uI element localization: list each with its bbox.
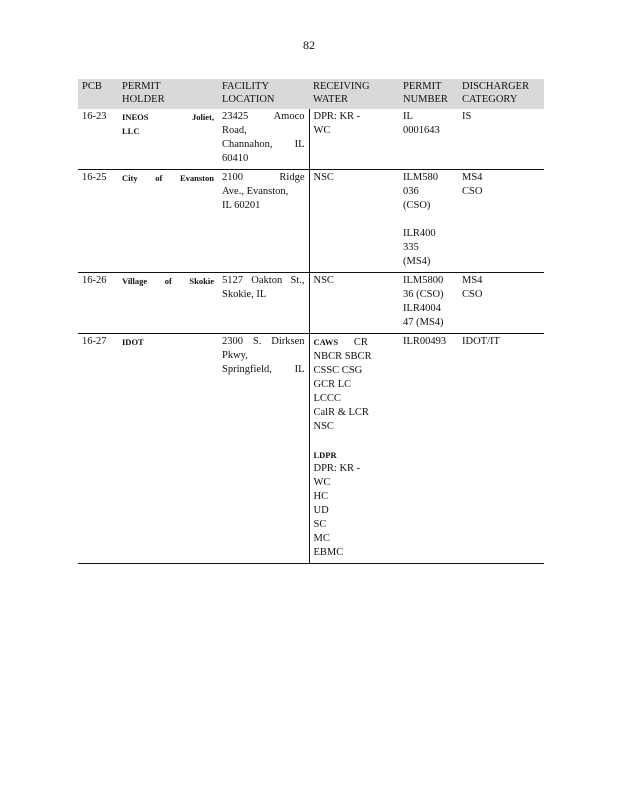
page-number: 82 bbox=[303, 38, 315, 52]
cell-pcb: 16-26 bbox=[78, 273, 118, 334]
table-row bbox=[78, 273, 544, 334]
cell-permit-number: ILR00493 bbox=[399, 334, 458, 564]
cell-facility-location: 5127 Oakton St., Skokie, IL bbox=[218, 273, 309, 334]
cell-permit-number: ILM5800 36 (CSO) ILR4004 47 (MS4) bbox=[399, 273, 458, 334]
water-group-caws: CAWS bbox=[313, 337, 339, 347]
header-pcb: PCB bbox=[78, 79, 118, 109]
cell-receiving-water: NSC bbox=[309, 170, 399, 273]
cell-discharger-category: MS4 CSO bbox=[458, 170, 544, 273]
cell-pcb: 16-23 bbox=[78, 109, 118, 170]
permits-table bbox=[78, 79, 544, 564]
table-row bbox=[78, 334, 544, 564]
cell-pcb: 16-27 bbox=[78, 334, 118, 564]
header-permit-number: PERMIT NUMBER bbox=[399, 79, 458, 109]
table-row bbox=[78, 170, 544, 273]
header-permit-holder: PERMIT HOLDER bbox=[118, 79, 218, 109]
cell-discharger-category: MS4 CSO bbox=[458, 273, 544, 334]
table-row bbox=[78, 109, 544, 170]
cell-permit-number: ILM580 036 (CSO) ILR400 335 (MS4) bbox=[399, 170, 458, 273]
cell-receiving-water: CAWS CR NBCR SBCR CSSC CSG GCR LC LCCC CalR & LCR NSC LDPR DPR: KR - WC HC UD SC MC EBMC bbox=[309, 334, 399, 564]
cell-permit-number: IL 0001643 bbox=[399, 109, 458, 170]
cell-receiving-water: NSC bbox=[309, 273, 399, 334]
header-facility-location: FACILITY LOCATION bbox=[218, 79, 309, 109]
water-group-ldpr: LDPR bbox=[313, 450, 337, 460]
table-header-row bbox=[78, 79, 544, 109]
header-discharger-category: DISCHARGER CATEGORY bbox=[458, 79, 544, 109]
header-receiving-water: RECEIVING WATER bbox=[309, 79, 399, 109]
cell-facility-location: 2300 S. Dirksen Pkwy, Springfield, IL bbox=[218, 334, 309, 564]
cell-permit-holder: Village of Skokie bbox=[118, 273, 218, 334]
cell-pcb: 16-25 bbox=[78, 170, 118, 273]
cell-permit-holder: IDOT bbox=[118, 334, 218, 564]
cell-permit-holder: City of Evanston bbox=[118, 170, 218, 273]
cell-discharger-category: IDOT/IT bbox=[458, 334, 544, 564]
cell-permit-holder: INEOS Joliet, LLC bbox=[118, 109, 218, 170]
cell-facility-location: 2100 Ridge Ave., Evanston, IL 60201 bbox=[218, 170, 309, 273]
cell-discharger-category: IS bbox=[458, 109, 544, 170]
cell-receiving-water: DPR: KR - WC bbox=[309, 109, 399, 170]
cell-facility-location: 23425 Amoco Road, Channahon, IL 60410 bbox=[218, 109, 309, 170]
